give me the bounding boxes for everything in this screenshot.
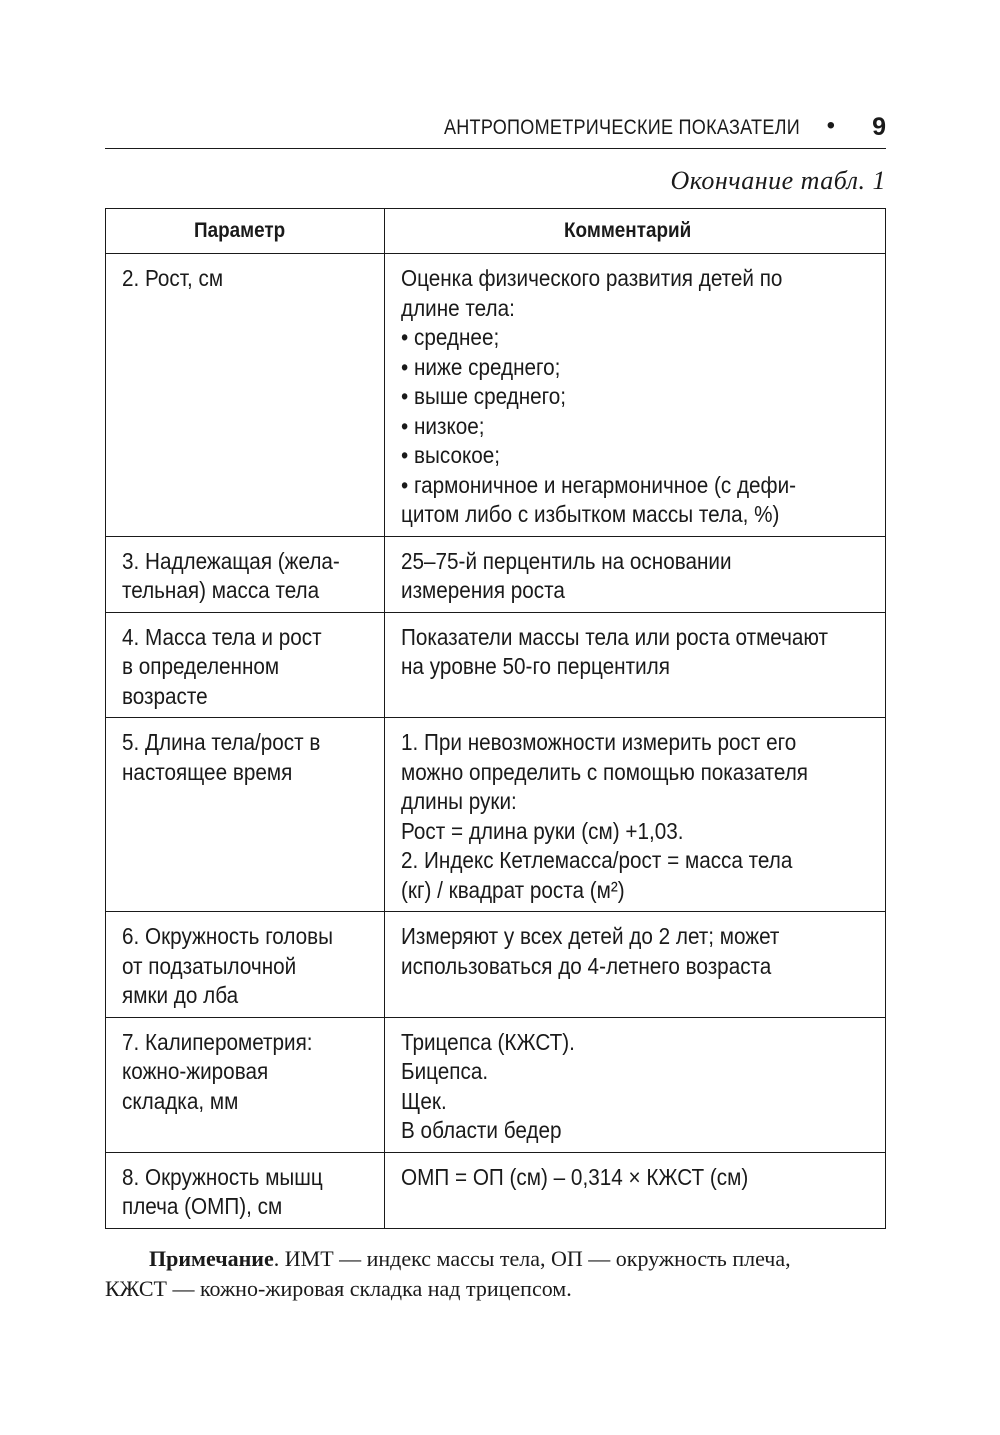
header-separator: •	[826, 112, 835, 139]
table-row	[106, 718, 886, 912]
parameters-table	[105, 208, 886, 1229]
note-text-line1: . ИМТ — индекс массы тела, ОП — окружность плеча,	[273, 1246, 791, 1271]
table-row	[106, 254, 886, 537]
table-caption: Окончание табл. 1	[670, 166, 886, 195]
param-cell: 2. Рост, см	[106, 254, 385, 537]
column-header-parameter: Параметр	[106, 209, 385, 254]
note-label: Примечание	[149, 1246, 274, 1271]
comment-cell: ОМП = ОП (см) – 0,314 × КЖСТ (см)	[384, 1152, 885, 1228]
comment-cell: Оценка физического развития детей по длине тела: • среднее; • ниже среднего; • выше среднего; • низкое; • высокое; • гармоничное и негармоничное (с дефи- цитом либо с избытком массы тела, %)	[384, 254, 885, 537]
page-number: 9	[872, 113, 886, 141]
comment-cell: Показатели массы тела или роста отмечают на уровне 50-го перцентиля	[384, 612, 885, 718]
table-row	[106, 612, 886, 718]
comment-cell: Трицепса (КЖСТ). Бицепса. Щек. В области бедер	[384, 1017, 885, 1152]
comment-cell: Измеряют у всех детей до 2 лет; может использоваться до 4-летнего возраста	[384, 912, 885, 1018]
param-cell: 4. Масса тела и рост в определенном возрасте	[106, 612, 385, 718]
table-row	[106, 912, 886, 1018]
table-row	[106, 1017, 886, 1152]
comment-cell: 25–75-й перцентиль на основании измерения роста	[384, 536, 885, 612]
table-row	[106, 1152, 886, 1228]
param-cell: 7. Калиперометрия: кожно-жировая складка, мм	[106, 1017, 385, 1152]
table-row	[106, 536, 886, 612]
column-header-comment: Комментарий	[384, 209, 885, 254]
comment-cell: 1. При невозможности измерить рост его можно определить с помощью показателя длины руки: Рост = длина руки (см) +1,03. 2. Индекс Кетлемасса/рост = масса тела (кг) / квадрат роста (м²)	[384, 718, 885, 912]
param-cell: 3. Надлежащая (жела- тельная) масса тела	[106, 536, 385, 612]
param-cell: 6. Окружность головы от подзатылочной ямки до лба	[106, 912, 385, 1018]
param-cell: 8. Окружность мышц плеча (ОМП), см	[106, 1152, 385, 1228]
table-note	[105, 1244, 886, 1304]
table-header-row	[106, 209, 886, 254]
running-head	[105, 112, 886, 149]
section-title: АНТРОПОМЕТРИЧЕСКИЕ ПОКАЗАТЕЛИ	[443, 116, 800, 139]
note-text-line2: КЖСТ — кожно-жировая складка над трицепсом.	[105, 1276, 572, 1301]
param-cell: 5. Длина тела/рост в настоящее время	[106, 718, 385, 912]
